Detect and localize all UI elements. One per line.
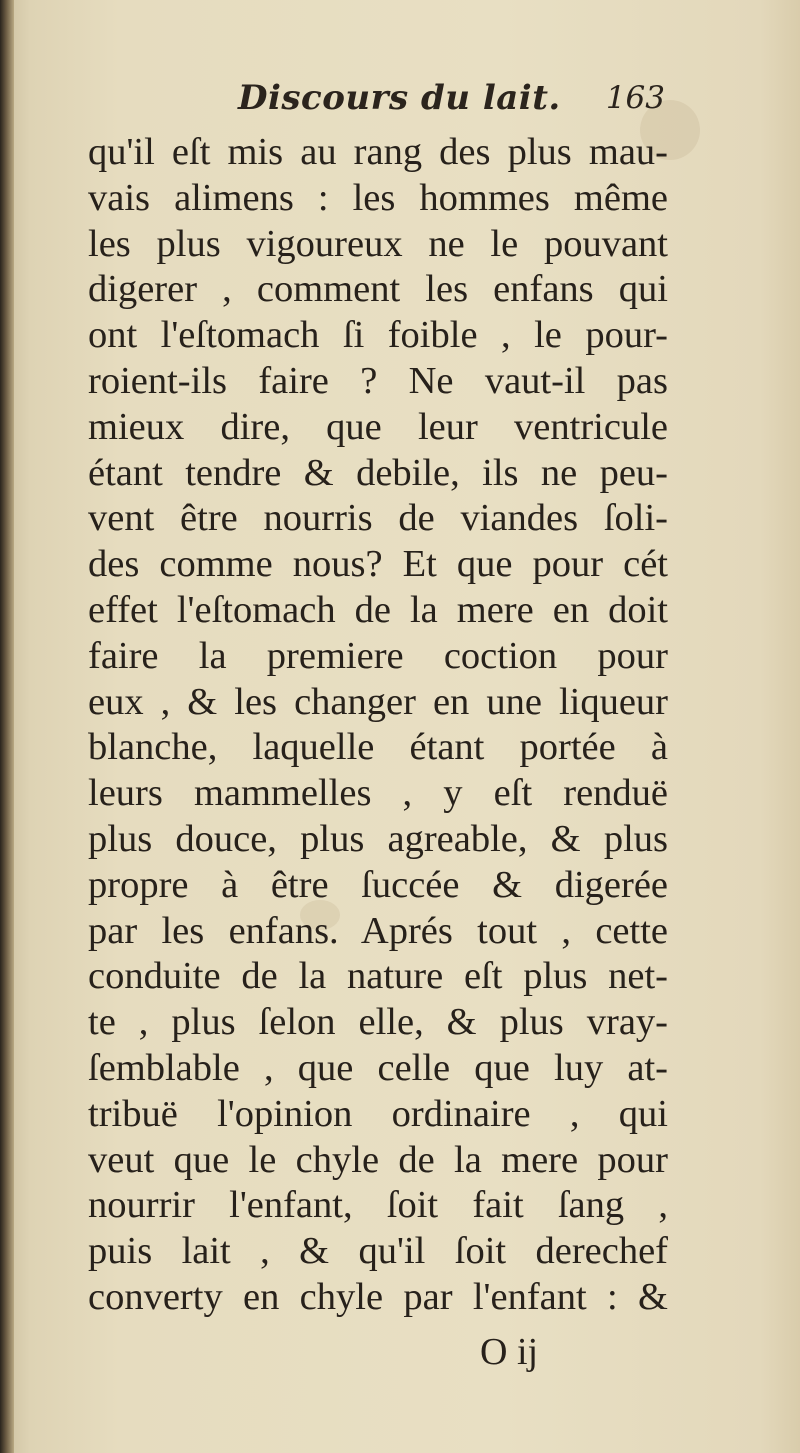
- text-line: tribuë l'opinion ordinaire , qui: [88, 1092, 668, 1135]
- text-line: blanche, laquelle étant portée à: [88, 726, 668, 769]
- text-line: faire la premiere coction pour: [88, 634, 668, 677]
- text-line: nourrir l'enfant, ſoit fait ſang ,: [88, 1184, 668, 1227]
- text-line: vent être nourris de viandes ſoli-: [88, 497, 668, 540]
- binding-edge: [0, 0, 14, 1453]
- text-line: ſemblable , que celle que luy at-: [88, 1046, 668, 1089]
- page-header: [90, 78, 665, 134]
- text-line: converty en chyle par l'enfant : &: [88, 1275, 668, 1318]
- text-line: te , plus ſelon elle, & plus vray-: [88, 1001, 668, 1044]
- text-line: eux , & les changer en une liqueur: [88, 680, 668, 723]
- page-number: 163: [605, 80, 665, 116]
- text-line: veut que le chyle de la mere pour: [88, 1138, 668, 1181]
- text-line: plus douce, plus agreable, & plus: [88, 817, 668, 860]
- text-line: étant tendre & debile, ils ne peu-: [88, 451, 668, 494]
- running-title: Discours du lait.: [238, 78, 561, 118]
- text-line: qu'il eſt mis au rang des plus mau-: [88, 131, 668, 173]
- text-line: ont l'eſtomach ſi foible , le pour-: [88, 314, 668, 357]
- text-line: digerer , comment les enfans qui: [88, 268, 668, 311]
- text-line: conduite de la nature eſt plus net-: [88, 955, 668, 998]
- text-line: leurs mammelles , y eſt renduë: [88, 772, 668, 815]
- text-line: les plus vigoureux ne le pouvant: [88, 222, 668, 265]
- body-text: [88, 130, 668, 1321]
- text-line: mieux dire, que leur ventricule: [88, 405, 668, 448]
- text-line: puis lait , & qu'il ſoit derechef: [88, 1230, 668, 1273]
- text-line: effet l'eſtomach de la mere en doit: [88, 588, 668, 631]
- text-line: propre à être ſuccée & digerée: [88, 863, 668, 906]
- text-line: des comme nous? Et que pour cét: [88, 543, 668, 586]
- text-line: vais alimens : les hommes même: [88, 176, 668, 219]
- signature-mark: O ij: [480, 1331, 539, 1373]
- text-line: par les enfans. Aprés tout , cette: [88, 909, 668, 952]
- text-line: roient-ils faire ? Ne vaut-il pas: [88, 359, 668, 402]
